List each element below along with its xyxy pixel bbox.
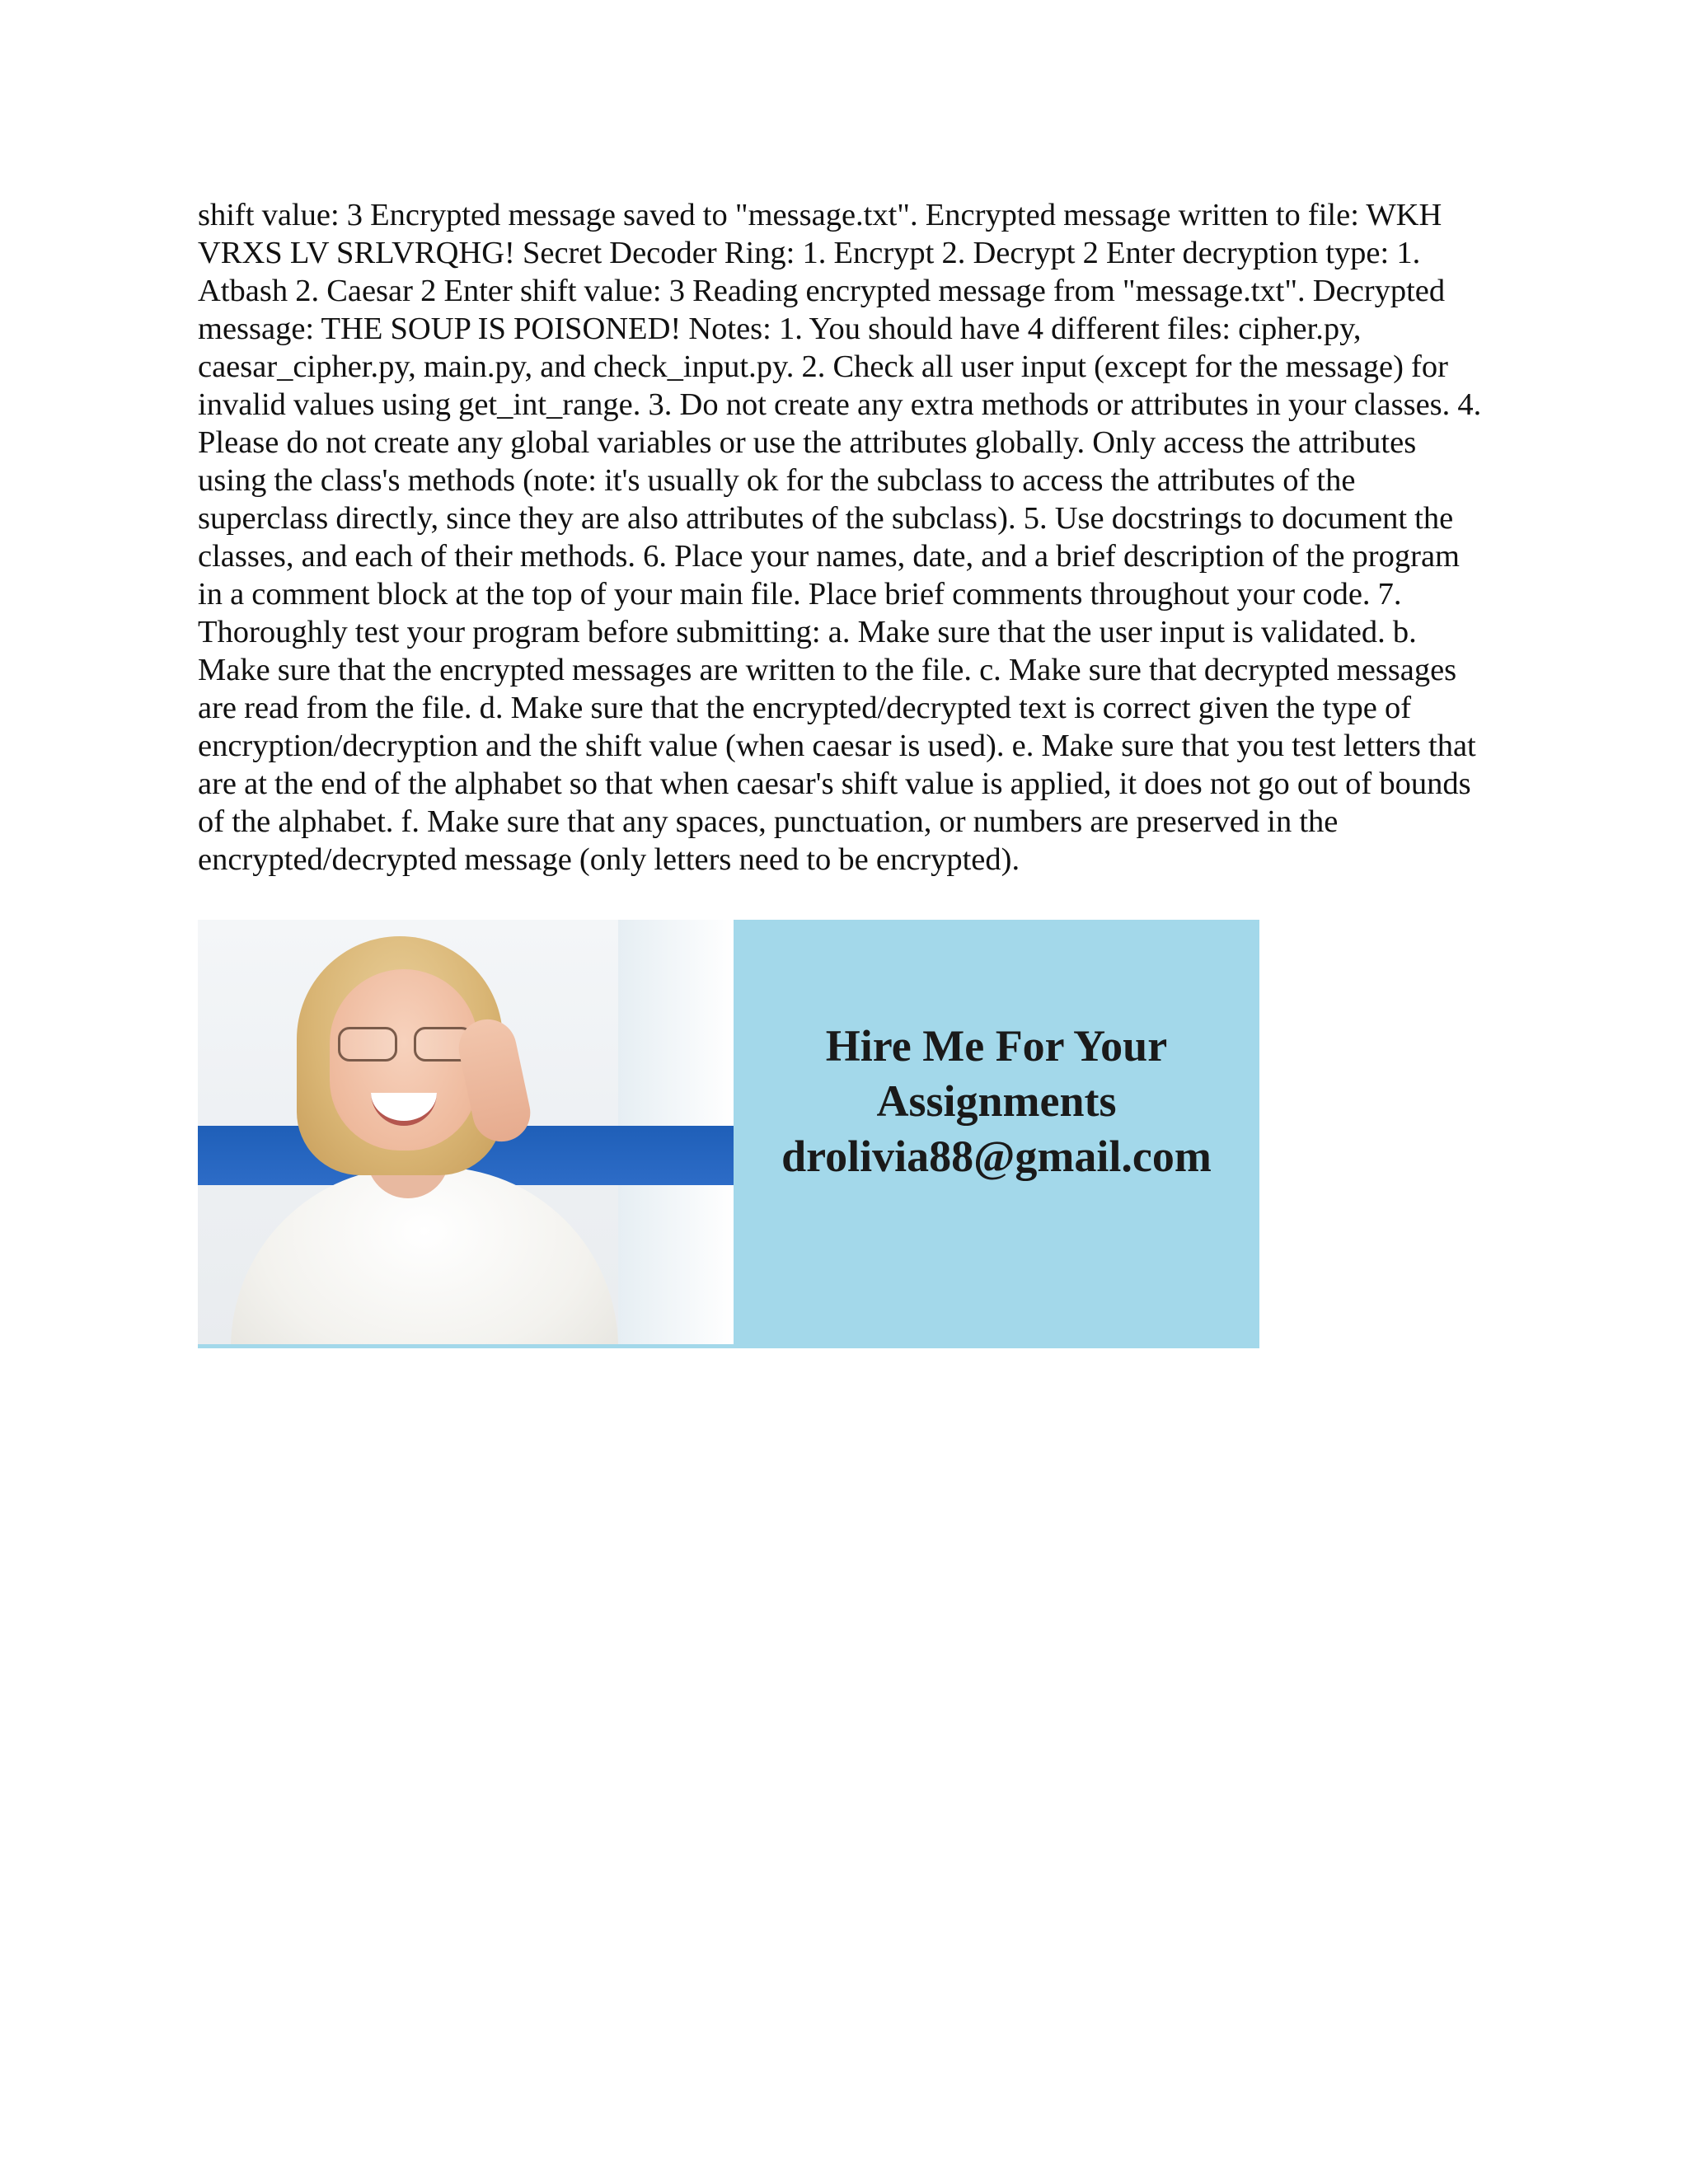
glasses-icon (338, 1027, 478, 1060)
body-text: shift value: 3 Encrypted message saved to "message.txt". Encrypted message written to file: WKH VRXS LV SRLVRQHG! Secret Decoder Ring: 1. Encrypt 2. Decrypt 2 Enter decryption type: 1. Atbash 2. Caesar 2 Enter shift value: 3 Reading encrypted message from "message.txt". Decrypted message: THE SOUP IS POISONED! Notes: 1. You should have 4 different files: cipher.py, caesar_cipher.py, main.py, and check_input.py. 2. Check all user input (except for the message) for invalid values using get_int_range. 3. Do not create any extra methods or attributes in your classes. 4. Please do not create any global variables or use the attributes globally. Only access the attributes using the class's methods (note: it's usually ok for the subclass to access the attributes of the superclass directly, since they are also attributes of the subclass). 5. Use docstrings to document the classes, and each of their methods. 6. Place your names, date, and a brief description of the program in a comment block at the top of your main file. Place brief comments throughout your code. 7. Thoroughly test your program before submitting: a. Make sure that the user input is validated. b. Make sure that the encrypted messages are written to the file. c. Make sure that decrypted messages are read from the file. d. Make sure that the encrypted/decrypted text is correct given the type of encryption/decryption and the shift value (when caesar is used). e. Make sure that you test letters that are at the end of the alphabet so that when caesar's shift value is applied, it does not go out of bounds of the alphabet. f. Make sure that any spaces, punctuation, or numbers are preserved in the encrypted/decrypted message (only letters need to be encrypted). (198, 198, 1482, 877)
ad-banner (198, 920, 1259, 1348)
ad-line-hire: Hire Me For Your (825, 1021, 1168, 1071)
woman-photo (198, 920, 734, 1344)
banner-strip (198, 1344, 734, 1348)
ad-email: drolivia88@gmail.com (781, 1132, 1212, 1181)
ad-text (734, 1019, 1259, 1184)
ad-text-panel (734, 920, 1259, 1348)
ad-line-assignments: Assignments (876, 1076, 1117, 1126)
